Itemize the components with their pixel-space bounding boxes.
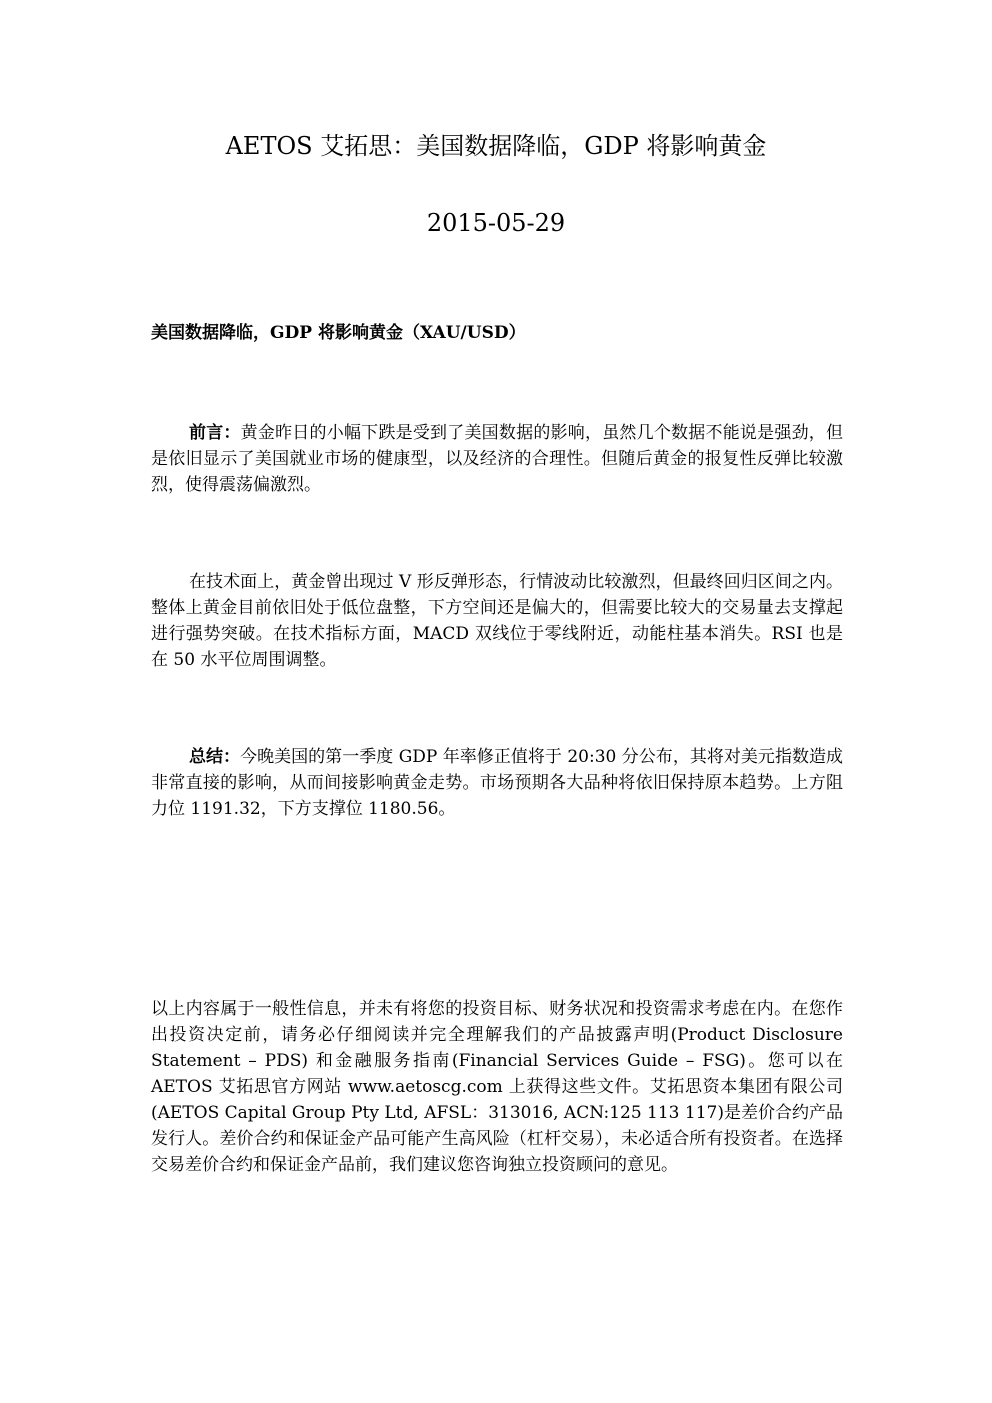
summary-text: 今晚美国的第一季度 GDP 年率修正值将于 20:30 分公布，其将对美元指数造成非常直接的影响，从而间接影响黄金走势。市场预期各大品种将依旧保持原本趋势。上方阻力位 1191.32，下方支撑位 1180.56。 [151,747,844,819]
summary-paragraph [151,744,843,822]
summary-lead-label: 总结： [189,747,241,767]
document-title: AETOS 艾拓思：美国数据降临，GDP 将影响黄金 [225,132,767,160]
intro-lead-label: 前言： [189,423,241,443]
section-subtitle: 美国数据降临，GDP 将影响黄金（XAU/USD） [151,323,526,343]
technical-text: 在技术面上，黄金曾出现过 V 形反弹形态，行情波动比较激烈，但最终回归区间之内。整体上黄金目前依旧处于低位盘整，下方空间还是偏大的，但需要比较大的交易量去支撑起进行强势突破。在技术指标方面，MACD 双线位于零线附近，动能柱基本消失。RSI 也是在 50 水平位周围调整。 [151,572,843,670]
intro-text: 黄金昨日的小幅下跌是受到了美国数据的影响，虽然几个数据不能说是强劲，但是依旧显示了美国就业市场的健康型，以及经济的合理性。但随后黄金的报复性反弹比较激烈，使得震荡偏激烈。 [151,423,844,495]
technical-paragraph [151,569,843,673]
disclaimer-paragraph [151,996,843,1178]
intro-paragraph [151,420,843,498]
document-date: 2015-05-29 [426,209,566,237]
disclaimer-text: 以上内容属于一般性信息，并未有将您的投资目标、财务状况和投资需求考虑在内。在您作出投资决定前，请务必仔细阅读并完全理解我们的产品披露声明(Product Disclosure Statement – PDS) 和金融服务指南(Financial Services Guide – FSG)。您可以在 AETOS 艾拓思官方网站 www.aetoscg.com 上获得这些文件。艾拓思资本集团有限公司(AETOS Capital Group Pty Ltd, AFSL：313016, ACN:125 113 117)是差价合约产品发行人。差价合约和保证金产品可能产生高风险（杠杆交易），未必适合所有投资者。在选择交易差价合约和保证金产品前，我们建议您咨询独立投资顾问的意见。 [151,999,843,1175]
